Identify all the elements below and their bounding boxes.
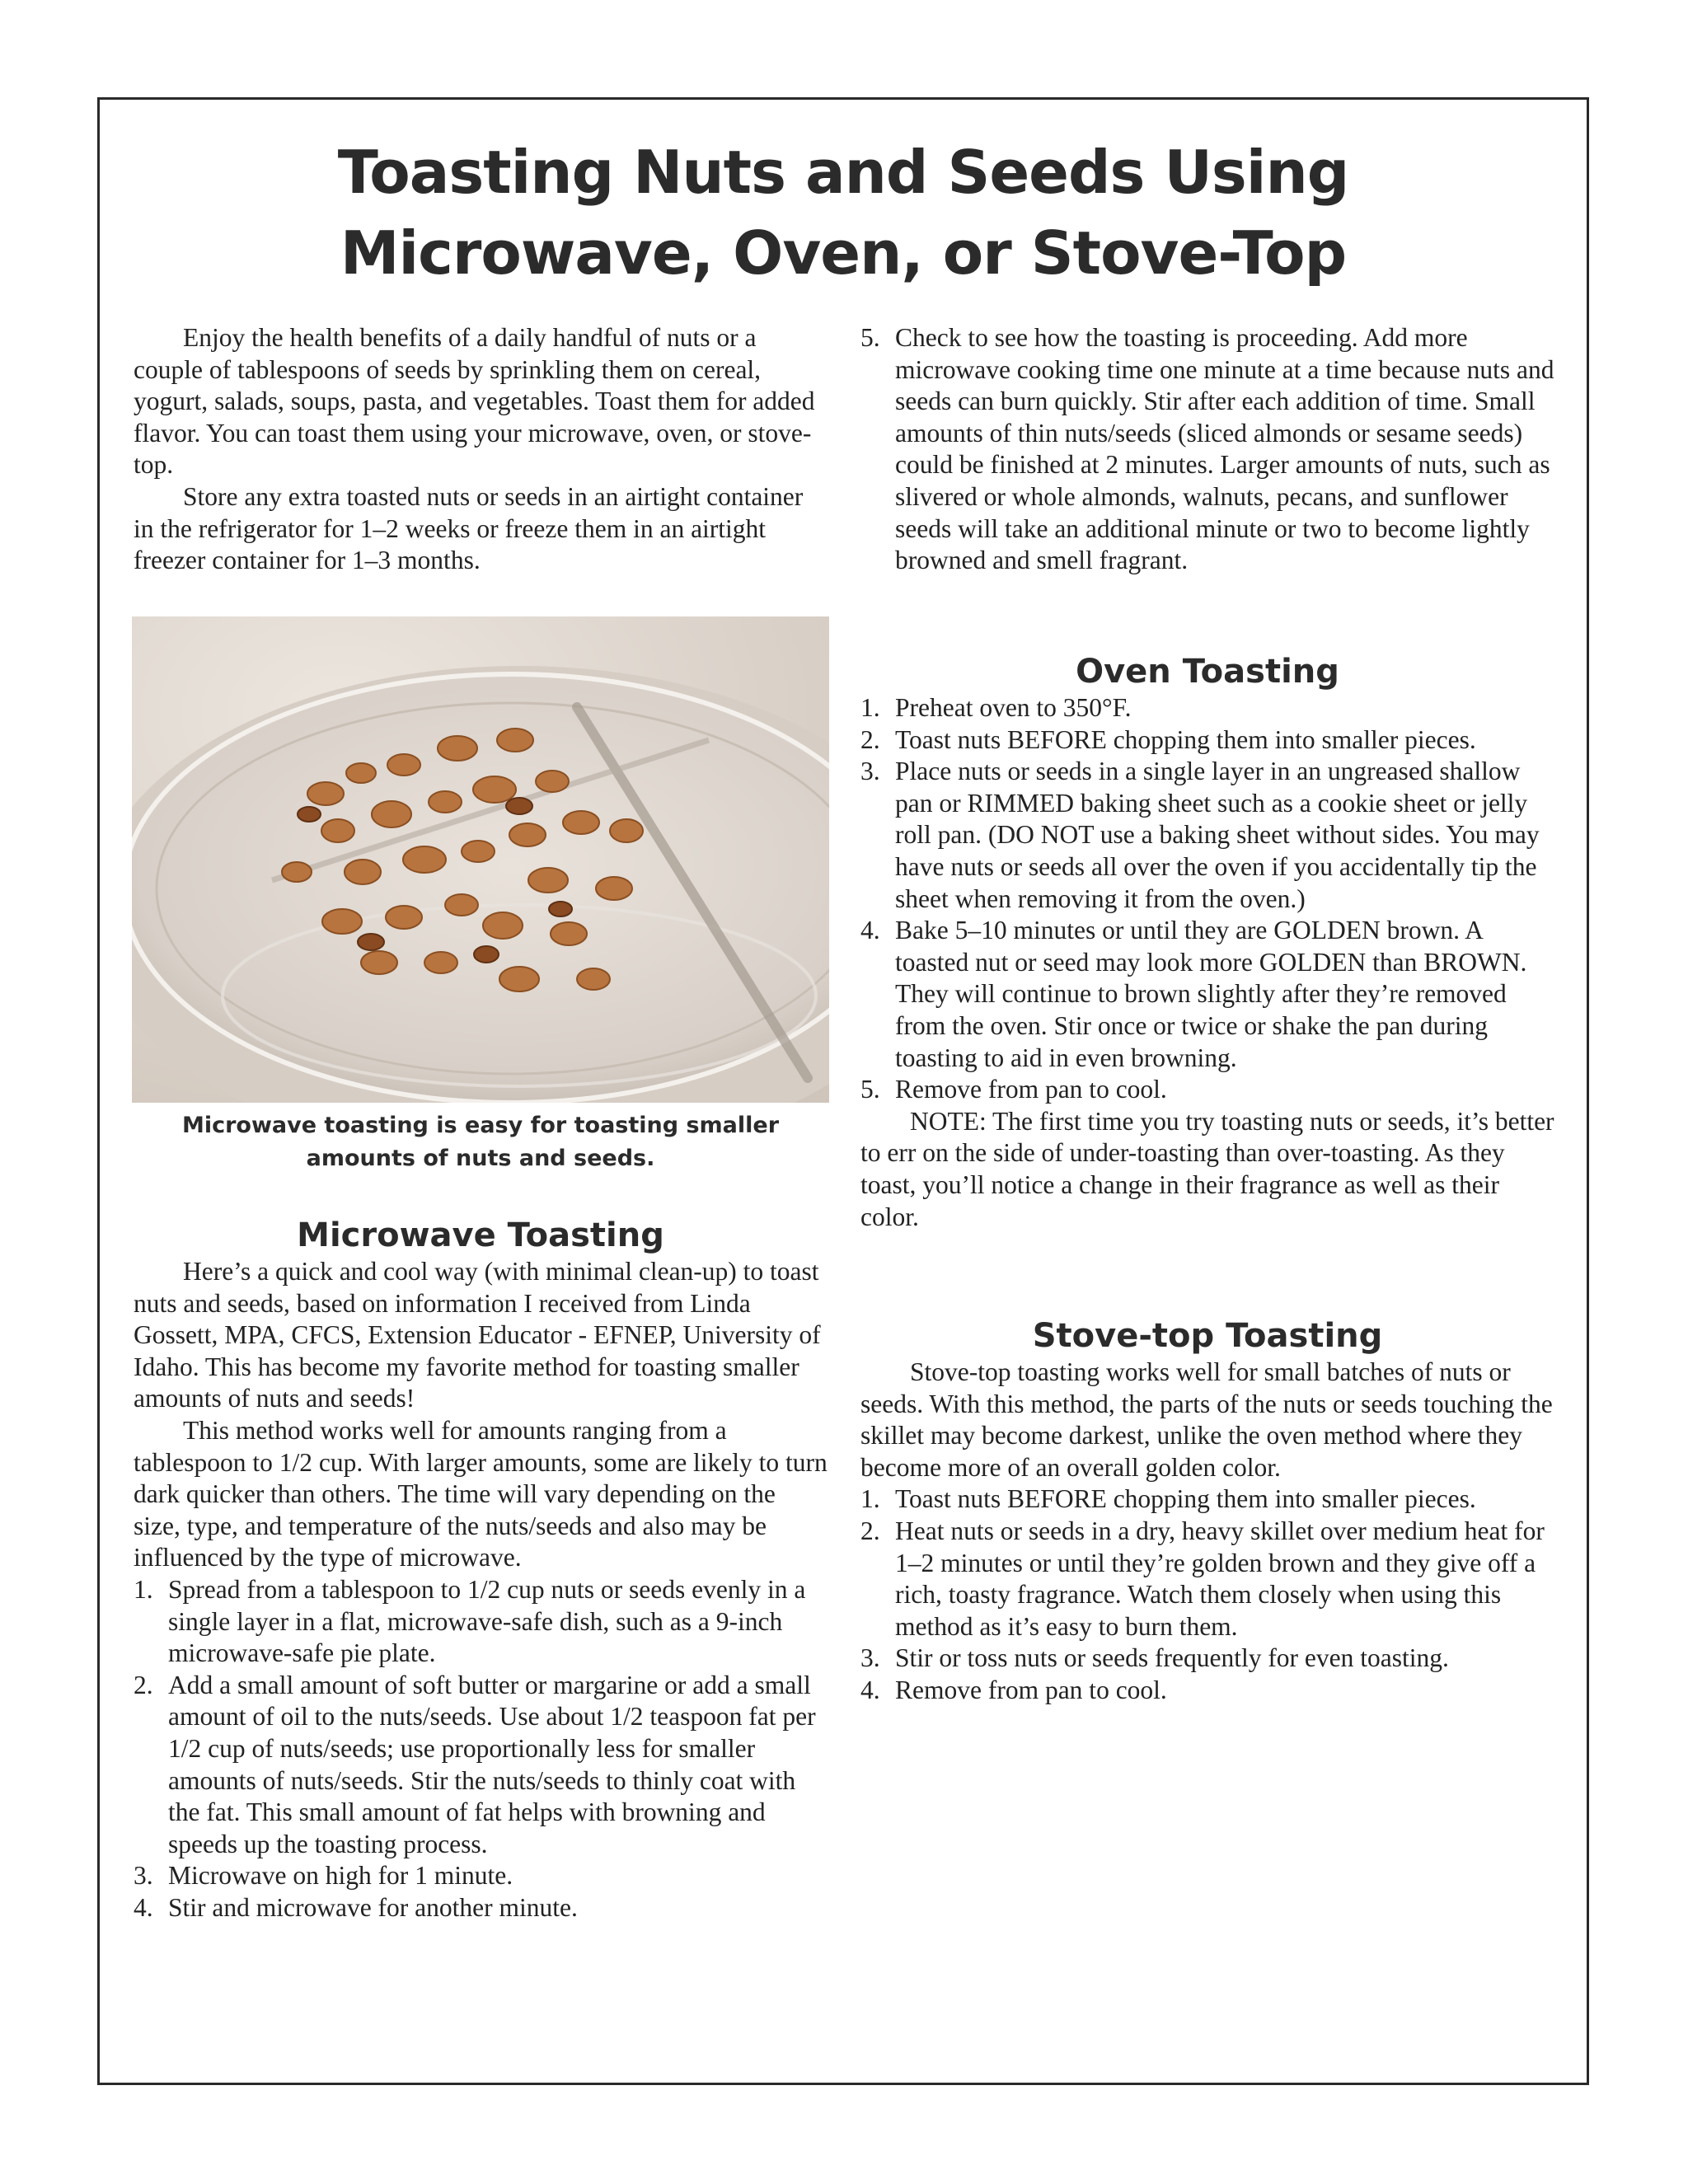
step-number: 4.	[860, 1675, 880, 1704]
step-number: 3.	[134, 1861, 153, 1891]
step-number: 1.	[860, 693, 880, 722]
step-text: Heat nuts or seeds in a dry, heavy skillet over medium heat for 1–2 minutes or until they’re golden brown and they give off a rich, toasty fragrance. Watch them closely when using this method as it’s easy to burn them.	[895, 1516, 1545, 1641]
step-number: 4.	[860, 916, 880, 945]
step-number: 1.	[134, 1574, 153, 1604]
oven-steps-list	[860, 692, 1554, 1106]
list-item	[860, 756, 1554, 915]
oven-note: NOTE: The first time you try toasting nuts or seeds, it’s better to err on the side of under-toasting than over-toasting. As they toast, you’ll notice a change in their fragrance as well as their color.	[860, 1106, 1554, 1231]
step-text: Add a small amount of soft butter or margarine or add a small amount of oil to the nuts/seeds. Use about 1/2 teaspoon fat per 1/2 cup of nuts/seeds; use proportionally less for smaller amounts of nuts/seeds. Stir the nuts/seeds to thinly coat with the fat. This small amount of fat helps with browning and speeds up the toasting process.	[168, 1670, 816, 1858]
photo-caption: Microwave toasting is easy for toasting smaller amounts of nuts and seeds.	[181, 1113, 780, 1171]
intro-paragraph-1: Enjoy the health benefits of a daily handful of nuts or a couple of tablespoons of seeds by sprinkling them on cereal, yogurt, salads, soups, pasta, and vegetables. Toast them for added flavor. You can toast them using your microwave, oven, or stove-top.	[134, 323, 815, 480]
list-item	[860, 1643, 1554, 1675]
step-number: 1.	[860, 1484, 880, 1514]
list-item	[860, 692, 1554, 724]
step-number: 3.	[860, 1643, 880, 1673]
oven-heading: Oven Toasting	[1076, 653, 1339, 691]
step-text: Microwave on high for 1 minute.	[168, 1861, 513, 1891]
walnut-dish-illustration	[132, 616, 829, 1103]
intro-section	[134, 322, 828, 577]
microwave-paragraph-2: This method works well for amounts ranging from a tablespoon to 1/2 cup. With larger amounts, some are likely to turn dark quicker than others. The time will vary depending on the size, type, and temperature of the nuts/seeds and also may be influenced by the type of microwave.	[134, 1415, 828, 1572]
list-item	[860, 915, 1554, 1074]
stovetop-steps-list	[860, 1483, 1554, 1706]
microwave-paragraph-1: Here’s a quick and cool way (with minimal clean-up) to toast nuts and seeds, based on information I received from Linda Gossett, MPA, CFCS, Extension Educator - EFNEP, University of Idaho. This has become my favorite method for toasting smaller amounts of nuts and seeds!	[134, 1257, 821, 1413]
step-text: Toast nuts BEFORE chopping them into smaller pieces.	[895, 724, 1476, 754]
step-text: Preheat oven to 350°F.	[895, 693, 1132, 722]
step-number: 4.	[134, 1892, 153, 1922]
list-item	[860, 1483, 1554, 1516]
list-item	[860, 1516, 1554, 1643]
step-number: 2.	[134, 1670, 153, 1699]
list-item	[134, 1574, 828, 1670]
intro-paragraph-2: Store any extra toasted nuts or seeds in an airtight container in the refrigerator for 1–2 weeks or freeze them in an airtight freezer container for 1–3 months.	[134, 481, 804, 575]
step-number: 5.	[860, 323, 880, 352]
title-line-2: Microwave, Oven, or Stove-Top	[340, 218, 1347, 288]
step-text: Stir and microwave for another minute.	[168, 1892, 578, 1922]
list-item	[134, 1670, 828, 1861]
list-item	[860, 724, 1554, 757]
title-line-1: Toasting Nuts and Seeds Using	[337, 138, 1349, 207]
step-number: 5.	[860, 1075, 880, 1104]
list-item	[860, 322, 1554, 577]
step-text: Remove from pan to cool.	[895, 1675, 1167, 1704]
list-item	[860, 1675, 1554, 1707]
step-text: Stir or toss nuts or seeds frequently for even toasting.	[895, 1643, 1449, 1673]
stovetop-paragraph: Stove-top toasting works well for small batches of nuts or seeds. With this method, the parts of the nuts or seeds touching the skillet may become darkest, unlike the oven method where they become more of an overall golden color.	[860, 1357, 1553, 1482]
stovetop-section	[860, 1315, 1554, 1707]
microwave-section	[134, 1215, 828, 1924]
step-text: Spread from a tablespoon to 1/2 cup nuts or seeds evenly in a single layer in a flat, microwave-safe dish, such as a 9-inch microwave-safe pie plate.	[168, 1574, 806, 1668]
step-text: Toast nuts BEFORE chopping them into smaller pieces.	[895, 1484, 1476, 1514]
walnut-photo	[132, 616, 829, 1103]
microwave-heading: Microwave Toasting	[297, 1216, 664, 1254]
stovetop-heading: Stove-top Toasting	[1032, 1317, 1383, 1355]
microwave-steps-list	[134, 1574, 828, 1924]
step-number: 3.	[860, 757, 880, 786]
page-title	[97, 132, 1589, 293]
step-text: Bake 5–10 minutes or until they are GOLDEN brown. A toasted nut or seed may look more GOLDEN than BROWN. They will continue to brown slightly after they’re removed from the oven. Stir once or twice or shake the pan during toasting to aid in even browning.	[895, 916, 1527, 1072]
microwave-steps-continued	[860, 322, 1554, 577]
oven-section	[860, 651, 1554, 1233]
step-text: Remove from pan to cool.	[895, 1075, 1167, 1104]
microwave-steps-list-continued	[860, 322, 1554, 577]
step-text: Place nuts or seeds in a single layer in an ungreased shallow pan or RIMMED baking sheet such as a cookie sheet or jelly roll pan. (DO NOT use a baking sheet without sides. You may have nuts or seeds all over the oven if you accidentally tip the sheet when removing it from the oven.)	[895, 757, 1540, 913]
step-text: Check to see how the toasting is proceeding. Add more microwave cooking time one minute at a time because nuts and seeds can burn quickly. Stir after each addition of time. Small amounts of thin nuts/seeds (sliced almonds or sesame seeds) could be finished at 2 minutes. Larger amounts of nuts, such as slivered or whole almonds, walnuts, pecans, and sunflower seeds will take an additional minute or two to become lightly browned and smell fragrant.	[895, 323, 1554, 575]
list-item	[134, 1860, 828, 1892]
list-item	[134, 1892, 828, 1924]
step-number: 2.	[860, 1516, 880, 1545]
list-item	[860, 1074, 1554, 1106]
step-number: 2.	[860, 724, 880, 754]
